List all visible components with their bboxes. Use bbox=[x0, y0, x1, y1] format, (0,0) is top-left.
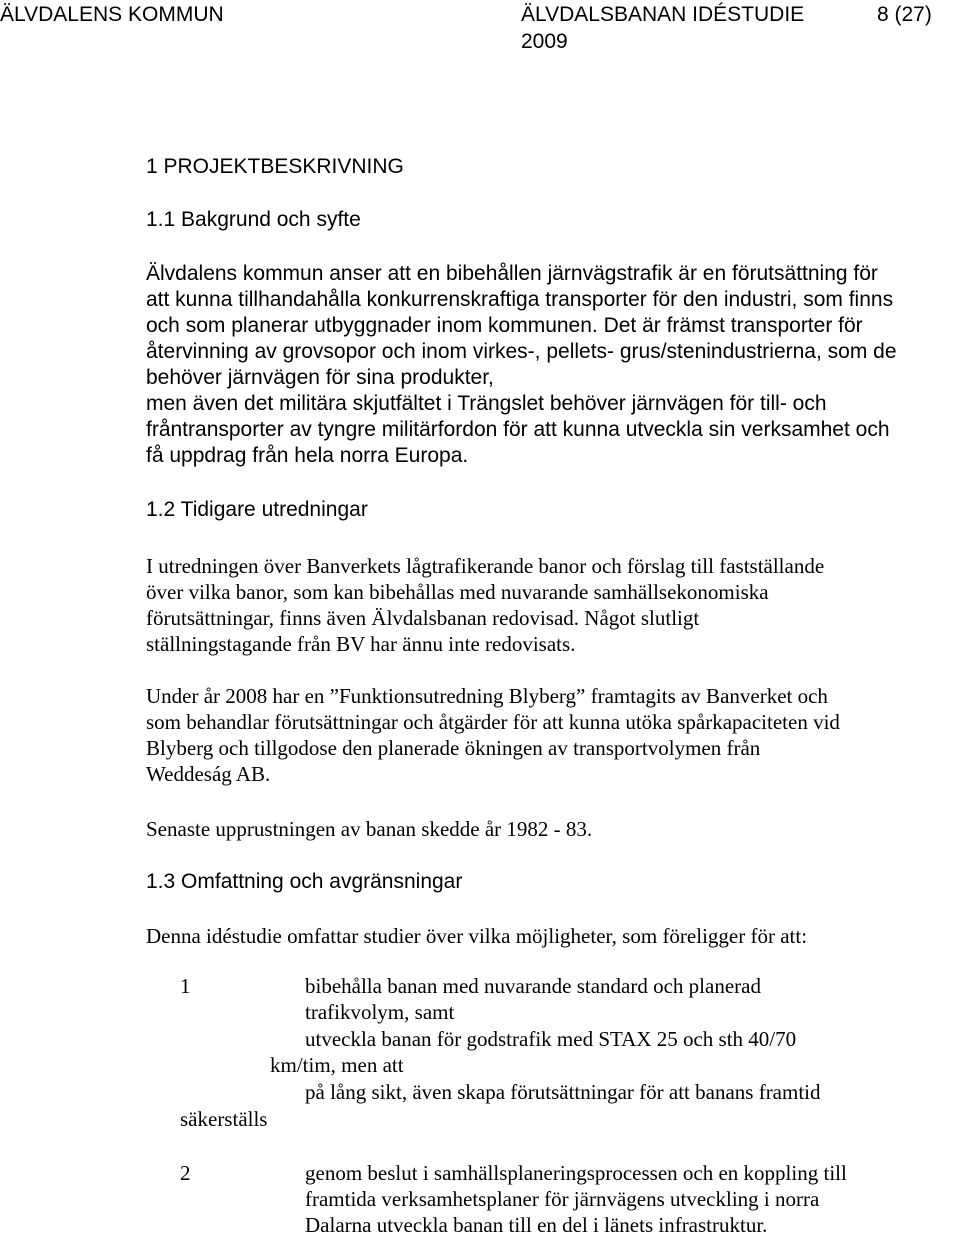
body-line: Under år 2008 har en ”Funktionsutredning Blyberg” framtagits av Banverket och bbox=[146, 684, 828, 708]
body-line: ställningstagande från BV har ännu inte redovisats. bbox=[146, 632, 576, 656]
header-organization: ÄLVDALENS KOMMUN bbox=[0, 3, 224, 26]
subsection-1-1-body bbox=[146, 261, 897, 469]
body-line: fråntransporter av tyngre militärfordon för att kunna utveckla sin verksamhet och bbox=[146, 418, 890, 441]
header-year: 2009 bbox=[521, 30, 568, 53]
subsection-1-2-paragraph-1 bbox=[146, 553, 824, 657]
subsection-1-3-title: 1.3 Omfattning och avgränsningar bbox=[146, 870, 463, 893]
list-item-2-text bbox=[305, 1160, 847, 1238]
list-item-2-number: 2 bbox=[180, 1161, 191, 1185]
subsection-1-2-paragraph-2 bbox=[146, 683, 840, 787]
header-page-number: 8 (27) bbox=[877, 3, 932, 26]
body-line: att kunna tillhandahålla konkurrenskraftiga transporter för den industri, som finns bbox=[146, 288, 894, 311]
list-item-1-line: säkerställs bbox=[180, 1107, 268, 1131]
subsection-1-2-paragraph-3: Senaste upprustningen av banan skedde år 1982 - 83. bbox=[146, 817, 593, 841]
body-line: förutsättningar, finns även Älvdalsbanan redovisad. Något slutligt bbox=[146, 606, 700, 630]
body-line: över vilka banor, som kan bibehållas med nuvarande samhällsekonomiska bbox=[146, 580, 769, 604]
body-line: få uppdrag från hela norra Europa. bbox=[146, 444, 469, 467]
body-line: återvinning av grovsopor och inom virkes-, pellets- grus/stenindustrierna, som de bbox=[146, 340, 897, 363]
list-item-1-line: trafikvolym, samt bbox=[305, 1000, 455, 1024]
body-line: genom beslut i samhällsplaneringsprocessen och en koppling till bbox=[305, 1161, 847, 1185]
body-line: I utredningen över Banverkets lågtrafikerande banor och förslag till fastställande bbox=[146, 554, 825, 578]
body-line: Dalarna utveckla banan till en del i länets infrastruktur. bbox=[305, 1213, 768, 1237]
subsection-1-2-title: 1.2 Tidigare utredningar bbox=[146, 498, 368, 521]
header-document-title: ÄLVDALSBANAN IDÉSTUDIE bbox=[521, 3, 805, 26]
body-line: framtida verksamhetsplaner för järnvägens utveckling i norra bbox=[305, 1187, 820, 1211]
body-line: behöver järnvägen för sina produkter, bbox=[146, 366, 494, 389]
list-item-1-line: bibehålla banan med nuvarande standard och planerad bbox=[305, 974, 761, 998]
section-title: 1 PROJEKTBESKRIVNING bbox=[146, 155, 404, 178]
list-item-1-line: km/tim, men att bbox=[270, 1053, 404, 1077]
body-line: Älvdalens kommun anser att en bibehållen järnvägstrafik är en förutsättning för bbox=[146, 262, 878, 285]
subsection-1-3-intro: Denna idéstudie omfattar studier över vilka möjligheter, som föreligger för att: bbox=[146, 924, 808, 948]
list-item-1-number: 1 bbox=[180, 974, 191, 998]
list-item-1-line: utveckla banan för godstrafik med STAX 25 och sth 40/70 bbox=[305, 1027, 797, 1051]
body-line: men även det militära skjutfältet i Trängslet behöver järnvägen för till- och bbox=[146, 392, 827, 415]
body-line: Weddeság AB. bbox=[146, 762, 271, 786]
body-line: Blyberg och tillgodose den planerade ökningen av transportvolymen från bbox=[146, 736, 761, 760]
body-line: och som planerar utbyggnader inom kommunen. Det är främst transporter för bbox=[146, 314, 863, 337]
subsection-1-1-title: 1.1 Bakgrund och syfte bbox=[146, 208, 361, 231]
body-line: som behandlar förutsättningar och åtgärder för att kunna utöka spårkapaciteten vid bbox=[146, 710, 840, 734]
list-item-1-line: på lång sikt, även skapa förutsättningar för att banans framtid bbox=[305, 1080, 821, 1104]
